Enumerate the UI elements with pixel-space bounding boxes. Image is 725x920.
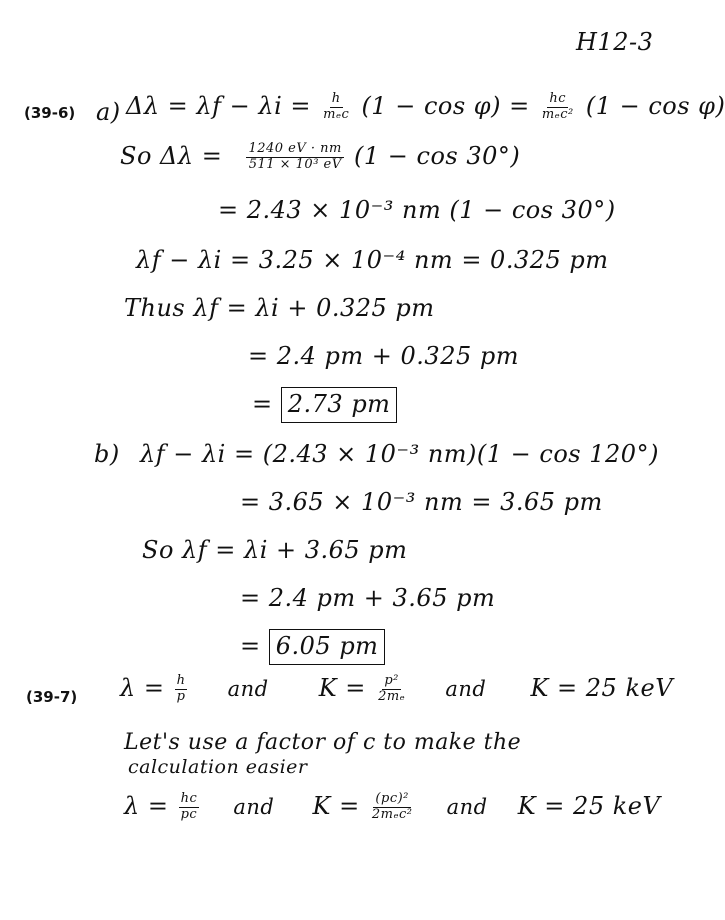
equation-line	[120, 142, 520, 173]
equation-text: K =	[318, 673, 366, 702]
fraction-numerator: h	[331, 91, 341, 106]
note-line: Let's use a factor of c to make the	[124, 730, 522, 755]
fraction	[376, 674, 407, 705]
fraction-numerator: 1240 eV · nm	[248, 141, 342, 156]
equation-text: Δλ = λf − λi =	[126, 91, 311, 120]
equation-line: = 2.4 pm + 3.65 pm	[240, 584, 496, 612]
fraction-numerator: hc	[180, 791, 198, 806]
equation-text: and	[233, 794, 275, 819]
answer-box: 2.73 pm	[281, 387, 398, 423]
equation-text: (1 − cos φ) =	[361, 91, 530, 120]
part-label: b)	[94, 440, 120, 468]
equation-line	[252, 392, 397, 416]
equation-text: =	[240, 632, 261, 660]
equation-text: So Δλ =	[120, 141, 223, 170]
equation-line: λf − λi = 3.25 × 10⁻⁴ nm = 0.325 pm	[136, 246, 609, 274]
equation-line: So λf = λi + 3.65 pm	[142, 536, 408, 564]
equation-text: λ =	[120, 673, 165, 702]
equation-line	[124, 792, 660, 823]
part-label: a)	[96, 98, 121, 126]
equation-line	[120, 674, 673, 705]
equation-text: K = 25 keV	[530, 673, 674, 702]
equation-line: Thus λf = λi + 0.325 pm	[124, 294, 435, 322]
fraction-denominator: p	[176, 688, 186, 704]
fraction	[370, 792, 415, 823]
equation-line: = 3.65 × 10⁻³ nm = 3.65 pm	[240, 488, 603, 516]
note-line: calculation easier	[128, 756, 308, 778]
fraction	[321, 92, 351, 123]
fraction-numerator: h	[176, 673, 186, 688]
fraction	[540, 92, 576, 123]
fraction-denominator: pc	[180, 806, 198, 822]
equation-line: λf − λi = (2.43 × 10⁻³ nm)(1 − cos 120°)	[140, 440, 659, 468]
fraction-numerator: hc	[549, 91, 567, 106]
equation-text: and	[445, 676, 487, 701]
equation-text: λ =	[124, 791, 169, 820]
page-label: H12-3	[576, 28, 654, 56]
equation-line: = 2.4 pm + 0.325 pm	[248, 342, 519, 370]
equation-text: (1 − cos 30°)	[354, 141, 521, 170]
fraction-denominator: 2mₑ	[378, 688, 406, 704]
problem-number: (39-7)	[26, 688, 78, 706]
fraction-denominator: mₑc	[323, 106, 350, 122]
fraction-denominator: 511 × 10³ eV	[248, 156, 342, 172]
equation-text: K =	[312, 791, 360, 820]
equation-text: and	[227, 676, 269, 701]
fraction-numerator: p²	[384, 673, 399, 688]
fraction-denominator: mₑc²	[541, 106, 574, 122]
equation-line	[240, 634, 385, 658]
fraction-numerator: (pc)²	[375, 791, 409, 806]
answer-box: 6.05 pm	[269, 629, 386, 665]
equation-line: = 2.43 × 10⁻³ nm (1 − cos 30°)	[218, 196, 616, 224]
equation-line	[126, 92, 725, 123]
equation-text: =	[252, 390, 273, 418]
equation-text: (1 − cos φ)	[585, 91, 725, 120]
equation-text: K = 25 keV	[517, 791, 661, 820]
fraction	[175, 674, 188, 705]
equation-text: and	[446, 794, 488, 819]
fraction	[246, 142, 343, 173]
fraction	[179, 792, 200, 823]
problem-number: (39-6)	[24, 104, 76, 122]
fraction-denominator: 2mₑc²	[371, 806, 413, 822]
